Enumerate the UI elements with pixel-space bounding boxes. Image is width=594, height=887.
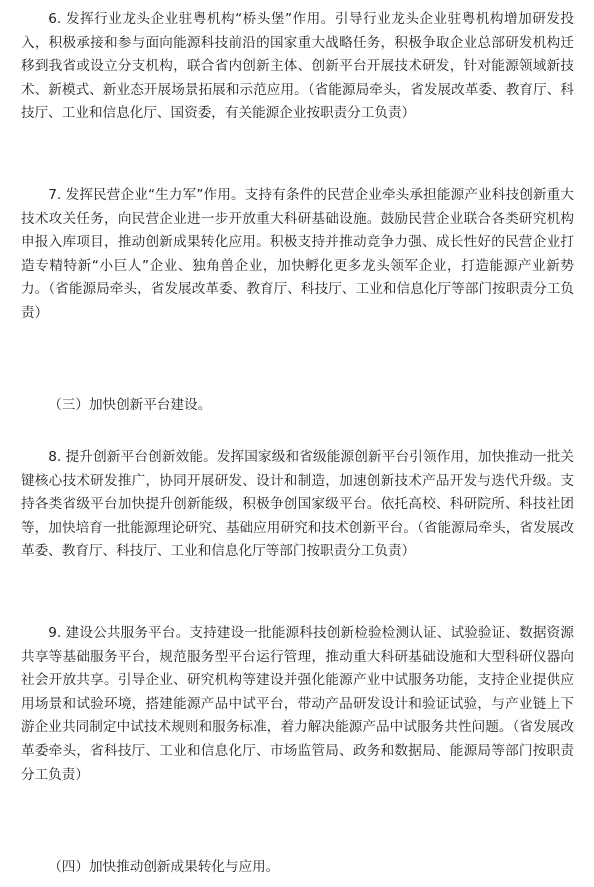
section-heading-4: （四）加快推动创新成果转化与应用。 [48,859,280,875]
section-heading-3: （三）加快创新平台建设。 [48,397,212,413]
paragraph-item-8: 8. 提升创新平台创新效能。发挥国家级和省级能源创新平台引领作用，加快推动一批关键核心技术研发推广，协同开展研发、设计和制造，加速创新技术产品开发与迭代升级。支持各类省级平台加快提升创新能级，积极争创国家级平台。依托高校、科研院所、科技社团等，加快培育一批能源理论研究、基础应用研究和技术创新平台。（省能源局牵头，省发展改革委、教育厅、科技厅、工业和信息化厅等部门按职责分工负责） [21,449,574,560]
paragraph-item-9: 9. 建设公共服务平台。支持建设一批能源科技创新检验检测认证、试验验证、数据资源共享等基础服务平台，规范服务型平台运行管理，推动重大科研基础设施和大型科研仪器向社会开放共享。引导企业、研究机构等建设并强化能源产业中试服务功能，支持企业提供应用场景和试验环境，搭建能源产品中试平台，带动产品研发设计和验证试验，与产业链上下游企业共同制定中试技术规则和服务标准，着力解决能源产品中试服务共性问题。（省发展改革委牵头，省科技厅、工业和信息化厅、市场监管局、政务和数据局、能源局等部门按职责分工负责） [21,625,574,783]
paragraph-item-6: 6. 发挥行业龙头企业驻粤机构“桥头堡”作用。引导行业龙头企业驻粤机构增加研发投入，积极承接和参与面向能源科技前沿的国家重大战略任务，积极争取企业总部研发机构迁移到我省或设立分支机构，联合省内创新主体、创新平台开展技术研发，针对能源领域新技术、新模式、新业态开展场景拓展和示范应用。（省能源局牵头，省发展改革委、教育厅、科技厅、工业和信息化厅、国资委，有关能源企业按职责分工负责） [21,11,574,122]
paragraph-item-7: 7. 发挥民营企业“生力军”作用。支持有条件的民营企业牵头承担能源产业科技创新重大技术攻关任务，向民营企业进一步开放重大科研基础设施。鼓励民营企业联合各类研究机构申报入库项目，推动创新成果转化应用。积极支持并推动竞争力强、成长性好的民营企业打造专精特新“小巨人”企业、独角兽企业，加快孵化更多龙头领军企业，打造能源产业新势力。（省能源局牵头，省发展改革委、教育厅、科技厅、工业和信息化厅等部门按职责分工负责） [21,187,574,321]
